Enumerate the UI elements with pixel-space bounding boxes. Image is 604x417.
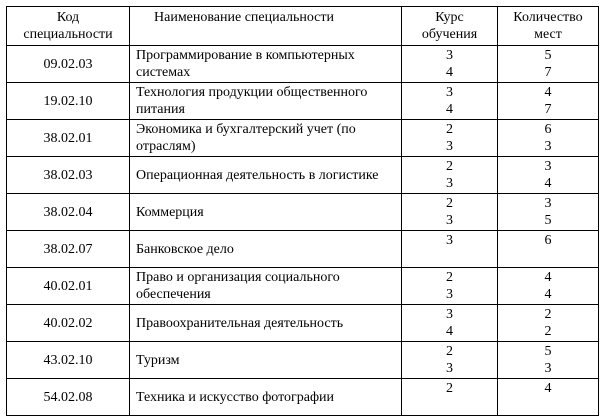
specialty-code-cell: 40.02.02 xyxy=(7,305,130,342)
table-row xyxy=(7,120,599,157)
table-row xyxy=(7,342,599,379)
table-row xyxy=(7,46,599,83)
header-course-line-1: Курс xyxy=(435,10,464,25)
seats-cell xyxy=(498,46,599,83)
specialty-code-cell: 38.02.01 xyxy=(7,120,130,157)
course-value: 3 xyxy=(446,361,453,376)
header-code xyxy=(7,7,130,46)
specialty-code-cell: 38.02.03 xyxy=(7,157,130,194)
course-cell xyxy=(402,379,498,416)
specialty-name-cell: Коммерция xyxy=(130,194,402,231)
course-value: 2 xyxy=(446,196,453,211)
seats-value: 2 xyxy=(544,324,552,339)
course-value: 3 xyxy=(446,139,453,154)
specialty-code-cell: 40.02.01 xyxy=(7,268,130,305)
specialty-code-cell: 19.02.10 xyxy=(7,83,130,120)
course-cell xyxy=(402,83,498,120)
seats-value: 5 xyxy=(544,344,552,359)
header-code-line-2: специальности xyxy=(23,27,113,42)
specialty-name-cell: Банковское дело xyxy=(130,231,402,268)
header-seats-line-2: мест xyxy=(534,27,562,42)
seats-cell xyxy=(498,83,599,120)
course-value: 3 xyxy=(446,233,453,248)
seats-cell xyxy=(498,157,599,194)
seats-cell xyxy=(498,231,599,268)
header-seats xyxy=(498,7,599,46)
specialty-code-cell: 54.02.08 xyxy=(7,379,130,416)
seats-value: 3 xyxy=(544,196,552,211)
course-value: 3 xyxy=(446,85,453,100)
seats-value: 4 xyxy=(544,176,552,191)
seats-value: 4 xyxy=(544,85,552,100)
specialty-name-cell: Экономика и бухгалтерский учет (по отраслям) xyxy=(130,120,402,157)
specialties-table xyxy=(6,6,599,416)
course-value: 3 xyxy=(446,307,453,322)
header-code-line-1: Код xyxy=(56,10,80,25)
specialty-name-cell: Технология продукции общественного питания xyxy=(130,83,402,120)
course-cell xyxy=(402,342,498,379)
seats-value: 7 xyxy=(544,102,552,117)
seats-value: 4 xyxy=(544,270,552,285)
seats-value: 3 xyxy=(544,361,552,376)
table-row xyxy=(7,83,599,120)
course-value: 3 xyxy=(446,213,453,228)
specialty-name-cell: Туризм xyxy=(130,342,402,379)
seats-cell xyxy=(498,342,599,379)
seats-value: 5 xyxy=(544,213,552,228)
table-row xyxy=(7,157,599,194)
seats-value: 5 xyxy=(544,48,552,63)
course-cell xyxy=(402,194,498,231)
seats-value: 6 xyxy=(544,233,552,248)
course-value: 4 xyxy=(446,102,453,117)
course-value: 2 xyxy=(446,344,453,359)
specialty-code-cell: 09.02.03 xyxy=(7,46,130,83)
table-row xyxy=(7,268,599,305)
specialty-code-cell: 38.02.04 xyxy=(7,194,130,231)
seats-value: 4 xyxy=(544,381,552,396)
table-body xyxy=(7,46,599,416)
course-cell xyxy=(402,305,498,342)
specialty-name-cell: Право и организация социального обеспечения xyxy=(130,268,402,305)
header-seats-line-1: Количество xyxy=(513,10,583,25)
header-course-line-2: обучения xyxy=(421,27,478,42)
seats-value: 4 xyxy=(544,287,552,302)
header-name: Наименование специальности xyxy=(130,7,402,46)
course-value: 2 xyxy=(446,122,453,137)
specialty-name-cell: Программирование в компьютерных системах xyxy=(130,46,402,83)
specialty-name-cell: Правоохранительная деятельность xyxy=(130,305,402,342)
table-row xyxy=(7,305,599,342)
seats-value: 7 xyxy=(544,65,552,80)
course-value: 4 xyxy=(446,65,453,80)
course-cell xyxy=(402,120,498,157)
specialty-code-cell: 38.02.07 xyxy=(7,231,130,268)
seats-cell xyxy=(498,379,599,416)
seats-value: 3 xyxy=(544,159,552,174)
course-value: 2 xyxy=(446,270,453,285)
table-row xyxy=(7,231,599,268)
specialty-name-cell: Операционная деятельность в логистике xyxy=(130,157,402,194)
course-cell xyxy=(402,46,498,83)
seats-cell xyxy=(498,305,599,342)
seats-cell xyxy=(498,268,599,305)
seats-value: 2 xyxy=(544,307,552,322)
course-value: 3 xyxy=(446,176,453,191)
header-course xyxy=(402,7,498,46)
seats-cell xyxy=(498,194,599,231)
course-value: 2 xyxy=(446,159,453,174)
specialty-code-cell: 43.02.10 xyxy=(7,342,130,379)
seats-value: 3 xyxy=(544,139,552,154)
specialty-name-cell: Техника и искусство фотографии xyxy=(130,379,402,416)
course-value: 2 xyxy=(446,381,453,396)
course-value: 3 xyxy=(446,287,453,302)
course-value: 3 xyxy=(446,48,453,63)
course-cell xyxy=(402,231,498,268)
course-cell xyxy=(402,157,498,194)
course-cell xyxy=(402,268,498,305)
header-row xyxy=(7,7,599,46)
course-value: 4 xyxy=(446,324,453,339)
seats-cell xyxy=(498,120,599,157)
table-row xyxy=(7,379,599,416)
seats-value: 6 xyxy=(544,122,552,137)
table-row xyxy=(7,194,599,231)
